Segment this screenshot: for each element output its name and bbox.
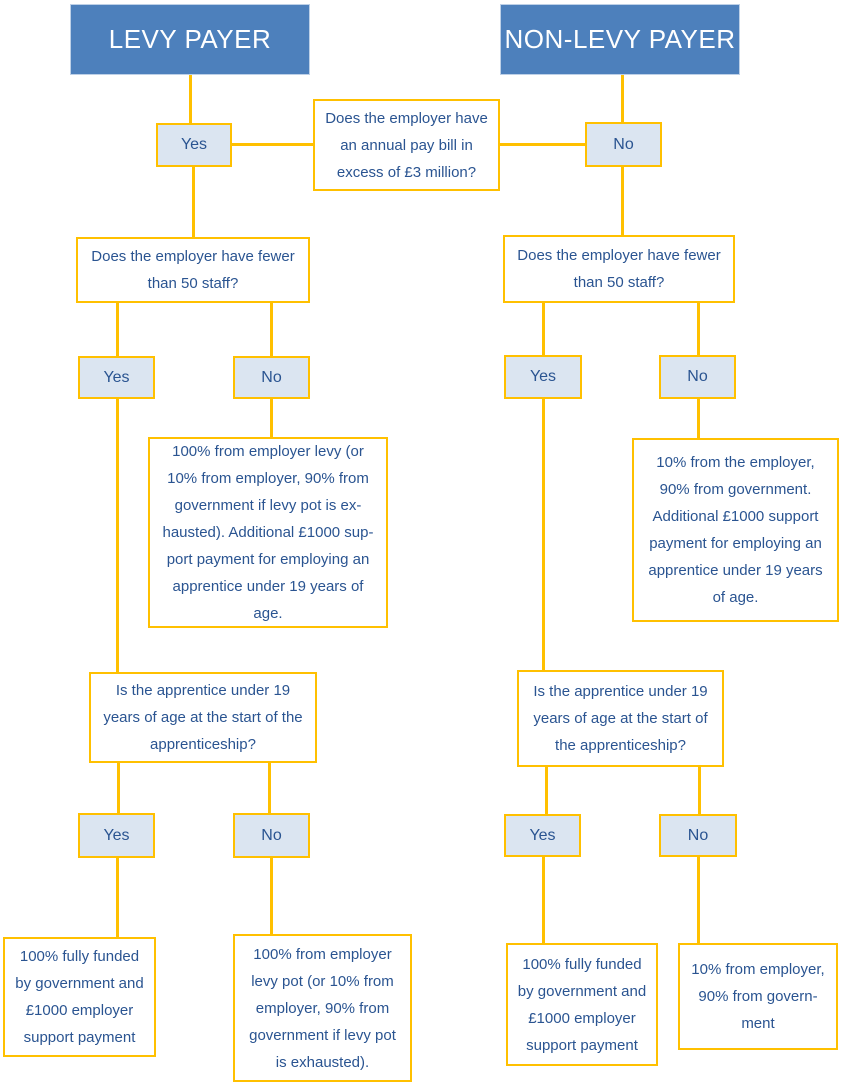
non-levy-payer-header: NON-LEVY PAYER xyxy=(500,4,740,75)
levy-pay-bill-answer-yes: Yes xyxy=(156,123,232,167)
connector-line xyxy=(270,399,273,437)
non-levy-staff-answer-no: No xyxy=(659,355,736,399)
levy-staff-answer-no: No xyxy=(233,356,310,399)
levy-staff-no-result-box: 100% from employer levy (or 10% from employer, 90% from government if levy pot is ex-hausted). Additional £1000 sup-port payment for employing an apprentice under 19 years of age. xyxy=(148,437,388,628)
connector-line xyxy=(268,763,271,813)
levy-age-answer-yes: Yes xyxy=(78,813,155,858)
connector-line xyxy=(270,858,273,934)
connector-line xyxy=(697,399,700,438)
non-levy-pay-bill-answer-no: No xyxy=(585,122,662,167)
connector-line xyxy=(698,767,701,814)
connector-line xyxy=(116,858,119,937)
levy-staff-answer-yes: Yes xyxy=(78,356,155,399)
levy-age-answer-no: No xyxy=(233,813,310,858)
non-levy-staff-question-box: Does the employer have fewer than 50 staff? xyxy=(503,235,735,303)
connector-line xyxy=(192,167,195,237)
non-levy-staff-no-result-box: 10% from the employer, 90% from government. Additional £1000 support payment for employing an apprentice under 19 years of age. xyxy=(632,438,839,622)
non-levy-staff-answer-yes: Yes xyxy=(504,355,582,399)
levy-age-no-result-box: 100% from employer levy pot (or 10% from employer, 90% from government if levy pot is exhausted). xyxy=(233,934,412,1082)
connector-line xyxy=(542,399,545,670)
connector-line xyxy=(542,857,545,943)
connector-line xyxy=(621,167,624,235)
connector-line xyxy=(116,303,119,356)
connector-line xyxy=(545,767,548,814)
levy-age-question-box: Is the apprentice under 19 years of age at the start of the apprenticeship? xyxy=(89,672,317,763)
pay-bill-question-box: Does the employer have an annual pay bill in excess of £3 million? xyxy=(313,99,500,191)
levy-age-yes-result-box: 100% fully funded by government and £1000 employer support payment xyxy=(3,937,156,1057)
connector-line xyxy=(116,399,119,672)
connector-line xyxy=(500,143,585,146)
non-levy-age-answer-yes: Yes xyxy=(504,814,581,857)
connector-line xyxy=(621,75,624,122)
connector-line xyxy=(189,75,192,123)
non-levy-age-question-box: Is the apprentice under 19 years of age at the start of the apprenticeship? xyxy=(517,670,724,767)
non-levy-age-answer-no: No xyxy=(659,814,737,857)
connector-line xyxy=(270,303,273,356)
connector-line xyxy=(697,857,700,945)
connector-line xyxy=(697,303,700,355)
levy-payer-header: LEVY PAYER xyxy=(70,4,310,75)
connector-line xyxy=(542,303,545,355)
non-levy-age-yes-result-box: 100% fully funded by government and £1000 employer support payment xyxy=(506,943,658,1066)
non-levy-age-no-result-box: 10% from employer, 90% from govern-ment xyxy=(678,943,838,1050)
connector-line xyxy=(117,763,120,813)
levy-staff-question-box: Does the employer have fewer than 50 staff? xyxy=(76,237,310,303)
connector-line xyxy=(232,143,313,146)
